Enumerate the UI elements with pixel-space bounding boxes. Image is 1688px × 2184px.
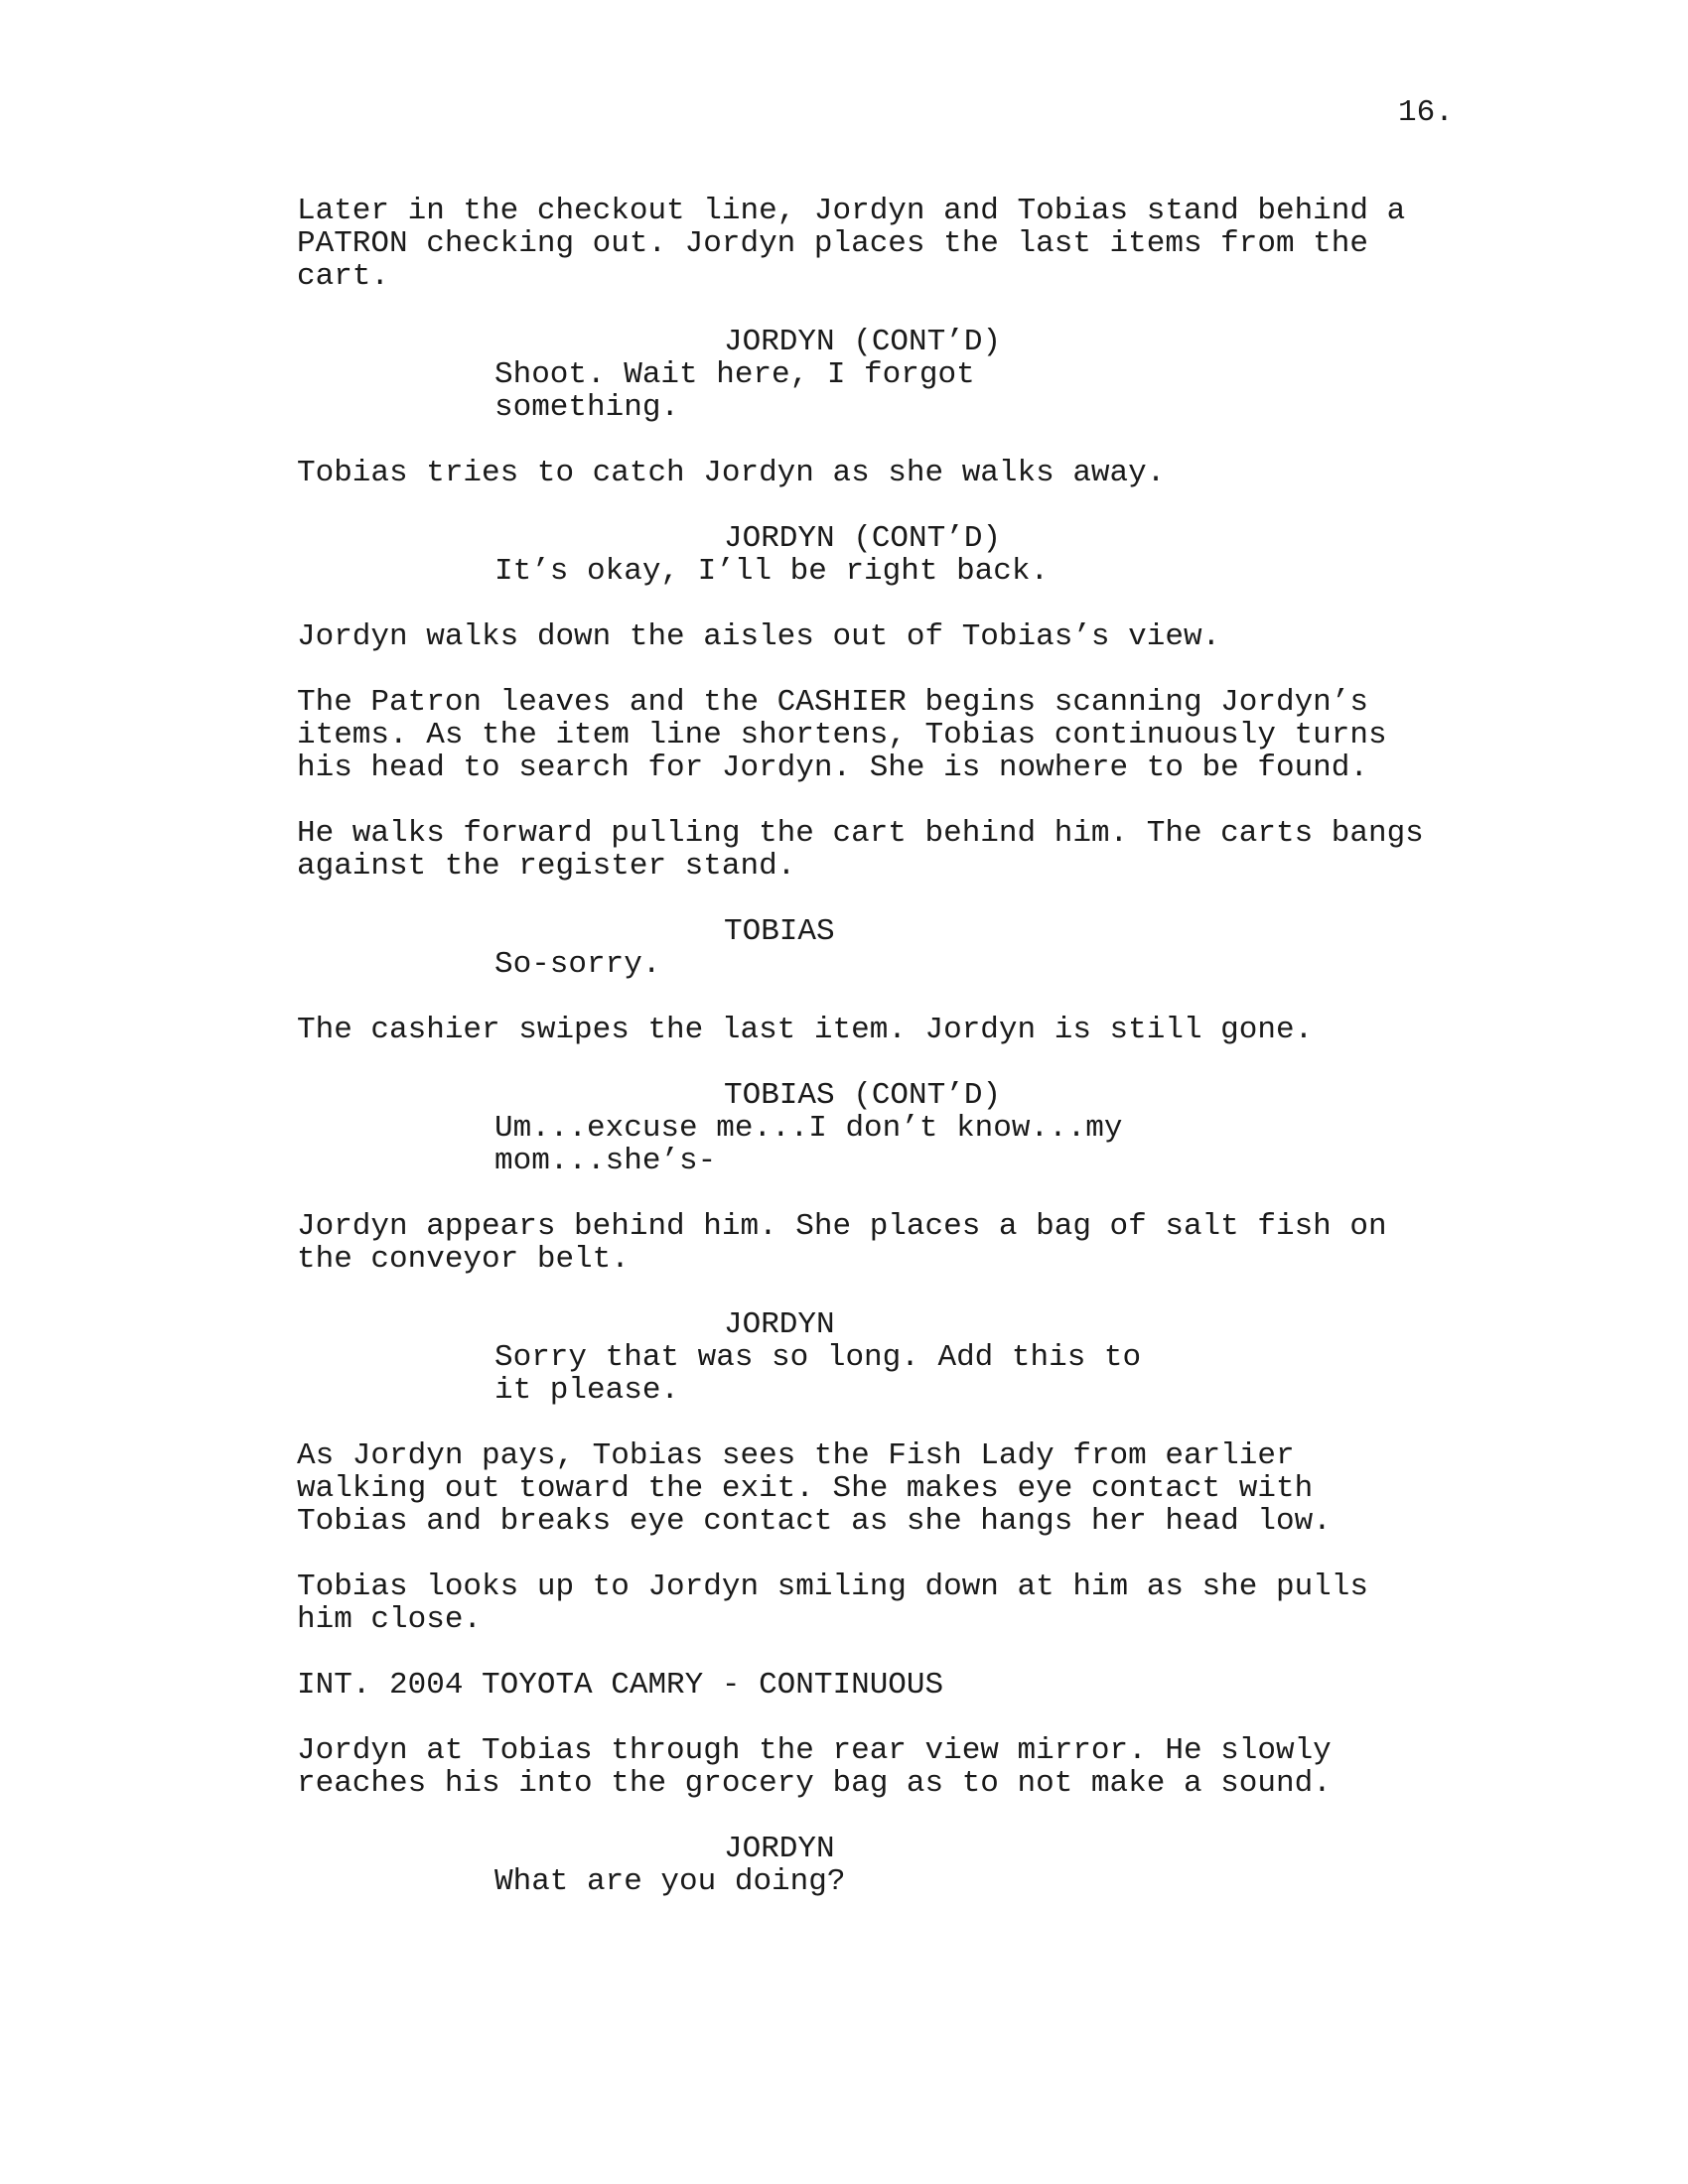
- dialogue-block: [494, 358, 1488, 424]
- action-line: the conveyor belt.: [297, 1242, 630, 1277]
- action-line: Later in the checkout line, Jordyn and Tobias stand behind a: [297, 194, 1406, 228]
- action-block: [297, 1014, 1488, 1046]
- character-cue: JORDYN: [724, 1832, 835, 1866]
- dialogue-line: It’s okay, I’ll be right back.: [494, 554, 1050, 589]
- action-block: [297, 686, 1488, 784]
- action-block: [297, 620, 1488, 653]
- dialogue-block: [494, 1865, 1488, 1898]
- action-line: Jordyn appears behind him. She places a bag of salt fish on: [297, 1209, 1387, 1244]
- dialogue-block: [494, 1341, 1488, 1407]
- action-line: items. As the item line shortens, Tobias continuously turns: [297, 718, 1387, 752]
- action-block: [297, 817, 1488, 883]
- action-line: PATRON checking out. Jordyn places the last items from the: [297, 226, 1368, 261]
- action-line: Jordyn walks down the aisles out of Tobias’s view.: [297, 619, 1221, 654]
- action-line: Tobias and breaks eye contact as she hangs her head low.: [297, 1504, 1332, 1539]
- action-line: Jordyn at Tobias through the rear view mirror. He slowly: [297, 1733, 1332, 1768]
- action-line: Tobias tries to catch Jordyn as she walks away.: [297, 456, 1166, 490]
- action-line: The Patron leaves and the CASHIER begins scanning Jordyn’s: [297, 685, 1368, 720]
- action-line: walking out toward the exit. She makes eye contact with: [297, 1471, 1314, 1506]
- dialogue-line: What are you doing?: [494, 1864, 846, 1899]
- dialogue-line: Um...excuse me...I don’t know...my: [494, 1111, 1123, 1146]
- action-line: The cashier swipes the last item. Jordyn is still gone.: [297, 1013, 1314, 1047]
- action-line: reaches his into the grocery bag as to not make a sound.: [297, 1766, 1332, 1801]
- action-line: his head to search for Jordyn. She is nowhere to be found.: [297, 751, 1368, 785]
- character-cue: JORDYN (CONT’D): [724, 325, 1002, 359]
- dialogue-line: mom...she’s-: [494, 1144, 717, 1178]
- page-number: 16.: [1398, 95, 1454, 130]
- dialogue-block: [494, 948, 1488, 981]
- action-block: [297, 457, 1488, 489]
- action-line: him close.: [297, 1602, 483, 1637]
- action-line: He walks forward pulling the cart behind him. The carts bangs: [297, 816, 1424, 851]
- dialogue-line: it please.: [494, 1373, 680, 1408]
- action-line: As Jordyn pays, Tobias sees the Fish Lady from earlier: [297, 1438, 1295, 1473]
- dialogue-line: something.: [494, 390, 680, 425]
- action-block: [297, 1210, 1488, 1276]
- dialogue-line: Shoot. Wait here, I forgot: [494, 357, 975, 392]
- character-cue: TOBIAS: [724, 914, 835, 949]
- character-cue: TOBIAS (CONT’D): [724, 1078, 1002, 1113]
- action-block: [297, 1734, 1488, 1800]
- script-body: [297, 195, 1488, 1931]
- action-block: [297, 195, 1488, 293]
- action-line: cart.: [297, 259, 390, 294]
- scene-heading: [297, 1669, 1488, 1702]
- character-cue: JORDYN (CONT’D): [724, 521, 1002, 556]
- action-block: [297, 1439, 1488, 1538]
- character-cue: JORDYN: [724, 1307, 835, 1342]
- dialogue-block: [494, 555, 1488, 588]
- dialogue-block: [494, 1112, 1488, 1177]
- action-line: against the register stand.: [297, 849, 796, 884]
- dialogue-line: Sorry that was so long. Add this to: [494, 1340, 1142, 1375]
- action-line: Tobias looks up to Jordyn smiling down at him as she pulls: [297, 1570, 1368, 1604]
- dialogue-line: So-sorry.: [494, 947, 661, 982]
- action-block: [297, 1570, 1488, 1636]
- slug-line: INT. 2004 TOYOTA CAMRY - CONTINUOUS: [297, 1668, 944, 1703]
